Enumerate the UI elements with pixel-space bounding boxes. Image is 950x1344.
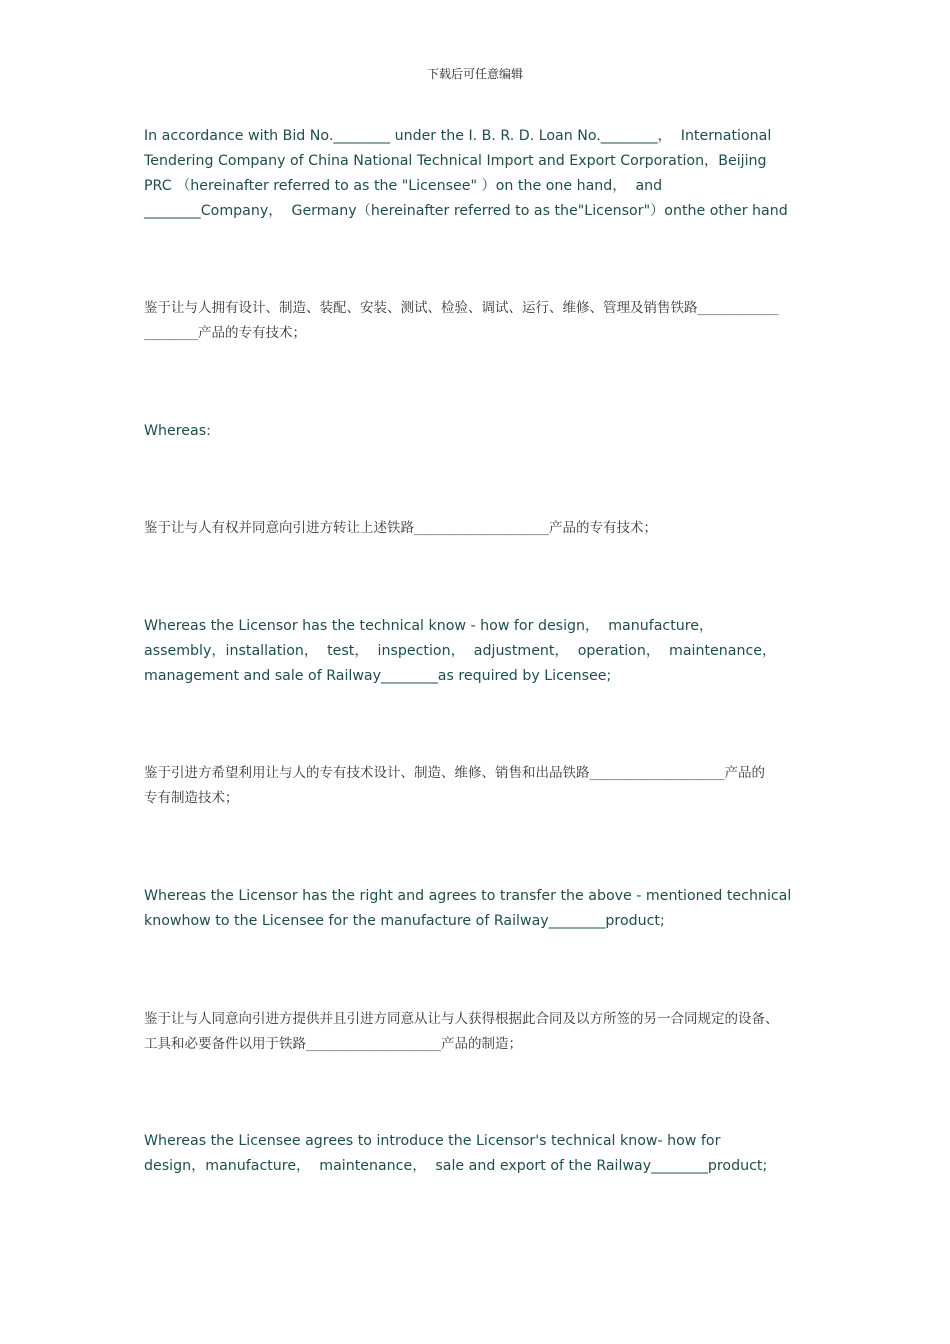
text-line: assembly，installation， test， inspection， adjustment， operation， maintenance， (144, 643, 777, 659)
text-line: PRC （hereinafter referred to as the "Licensee" ）on the one hand， and (144, 178, 663, 194)
text-line: 工具和必要备件以用于铁路____________________产品的制造； (144, 1036, 522, 1052)
text-line: management and sale of Railway________as required by Licensee; (144, 668, 612, 684)
paragraph-zh-equipment-supply (144, 1007, 824, 1057)
text-line: Whereas: (144, 423, 211, 439)
text-line: 鉴于让与人拥有设计、制造、装配、安装、测试、检验、调试、运行、维修、管理及销售铁路____________ (144, 300, 779, 316)
paragraph-whereas-heading (144, 419, 824, 444)
text-line: 专有制造技术； (144, 790, 239, 806)
page-header: 下载后可任意编辑 (426, 67, 523, 81)
paragraph-zh-licensor-knowhow (144, 296, 824, 346)
paragraph-zh-licensee-wish (144, 761, 824, 811)
text-line: knowhow to the Licensee for the manufacture of Railway________product; (144, 913, 665, 929)
text-line: ________产品的专有技术； (144, 325, 306, 341)
paragraph-en-licensor-right (144, 884, 824, 934)
paragraph-en-licensor-knowhow (144, 614, 824, 689)
text-line: Whereas the Licensor has the technical know - how for design， manufacture， (144, 618, 714, 634)
text-line: In accordance with Bid No.________ under the I. B. R. D. Loan No.________， International (144, 128, 772, 144)
text-line: 鉴于引进方希望利用让与人的专有技术设计、制造、维修、销售和出品铁路____________________产品的 (144, 765, 765, 781)
text-line: Tendering Company of China National Technical Import and Export Corporation，Beijing (144, 153, 767, 169)
text-line: 鉴于让与人有权并同意向引进方转让上述铁路____________________产品的专有技术； (144, 520, 657, 536)
text-line: ________Company， Germany（hereinafter referred to as the"Licensor"）onthe other hand (144, 203, 788, 219)
paragraph-agreement-parties (144, 124, 824, 224)
text-line: design，manufacture， maintenance， sale and export of the Railway________product; (144, 1158, 768, 1174)
text-line: 鉴于让与人同意向引进方提供并且引进方同意从让与人获得根据此合同及以方所签的另一合同规定的设备、 (144, 1011, 779, 1027)
text-line: Whereas the Licensee agrees to introduce the Licensor's technical know- how for (144, 1133, 721, 1149)
paragraph-zh-licensor-right (144, 516, 824, 541)
text-line: Whereas the Licensor has the right and agrees to transfer the above - mentioned technical (144, 888, 792, 904)
paragraph-en-licensee-agrees (144, 1129, 824, 1179)
